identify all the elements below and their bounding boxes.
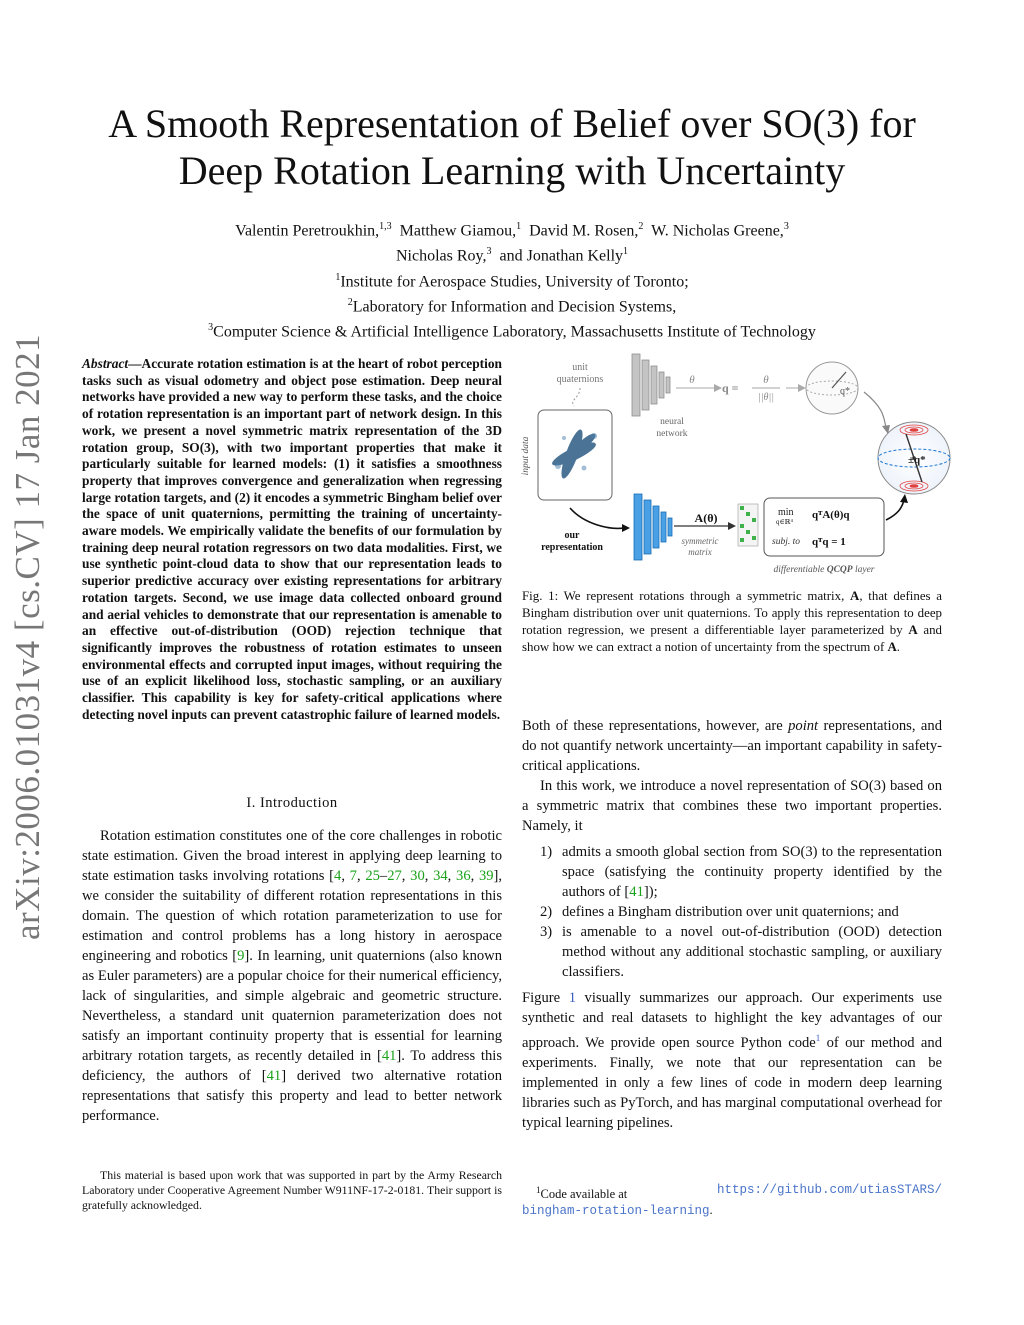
dashed-arrow	[573, 388, 580, 406]
text-run: Both of these representations, however, are	[522, 718, 789, 734]
footnote-text: This material is based upon work that was supported in part by the Army Research Laboratory under Cooperative Agreement Number W911NF-17-2-0181. Their support is gratefully acknowledged.	[82, 1168, 502, 1212]
unit-sphere-top-icon	[806, 362, 858, 414]
affiliation-sup: 3	[208, 322, 214, 334]
affiliation-2	[100, 292, 924, 317]
caption-symbol: A	[850, 589, 860, 603]
author-line-1	[100, 216, 924, 241]
emphasis: point	[788, 718, 819, 734]
funding-footnote	[82, 1168, 502, 1213]
q-star-label: q*	[840, 386, 850, 397]
caption-symbol: A	[887, 640, 897, 654]
min-subscript: q∈ℝ⁴	[776, 518, 793, 526]
section-heading: I. Introduction	[246, 795, 338, 811]
list-item	[522, 902, 942, 922]
fraction-denominator: ||θ||	[758, 392, 774, 403]
paragraph-summary	[522, 988, 942, 1133]
citation-link[interactable]: 4	[334, 868, 342, 884]
neural-network-label-2: network	[656, 429, 688, 439]
symmetric-matrix-label-2: matrix	[688, 547, 712, 557]
text-run: Figure	[522, 990, 569, 1006]
citation-link[interactable]: 41	[629, 884, 644, 900]
figure-link[interactable]: 1	[568, 990, 576, 1006]
text-run: Rotation estimation constitutes one of the core challenges in robotic state estimation. Given the broad interest in applying deep learning to state estimation tasks involving rotations [	[82, 828, 502, 884]
github-link-cont[interactable]: bingham-rotation-learning	[522, 1204, 710, 1219]
constraint-expression: qᵀq = 1	[812, 536, 846, 548]
neural-network-label: neural	[660, 417, 684, 427]
input-data-label: input data	[521, 436, 531, 476]
citation-link[interactable]: 34	[433, 868, 448, 884]
text-run: representations, and do not quantify network uncertainty—an important capability in safety-critical applications.	[522, 718, 942, 774]
list-text: defines a Bingham distribution over unit quaternions; and	[562, 904, 899, 920]
author-sup: 1	[516, 221, 522, 232]
our-representation-label: our	[564, 530, 580, 541]
qcqp-layer-label: differentiable QCQP layer	[773, 565, 875, 575]
code-footnote	[522, 1182, 942, 1219]
github-link[interactable]: https://github.com/utiasSTARS/	[716, 1183, 942, 1197]
author-sup: 3	[783, 221, 789, 232]
author-sup: 1	[623, 246, 629, 258]
caption-symbol: A	[908, 623, 918, 637]
input-data-image	[538, 410, 612, 500]
paragraph-point-representations	[522, 716, 942, 776]
unit-quaternions-label: unit	[572, 362, 588, 373]
min-operator: min	[778, 507, 794, 518]
figure-caption	[522, 588, 942, 656]
footnote-sup: 1	[536, 1185, 541, 1195]
caption-text: .	[896, 640, 901, 654]
footnote-line-1	[522, 1182, 942, 1202]
arxiv-stamp: arXiv:2006.01031v4 [cs.CV] 17 Jan 2021	[8, 333, 47, 940]
caption-text: Fig. 1: We represent rotations through a symmetric matrix,	[522, 589, 851, 603]
right-column-text	[522, 716, 942, 1133]
top-neural-network-icon	[632, 354, 670, 416]
footnote-line-2	[522, 1202, 942, 1219]
title-line-1: A Smooth Representation of Belief over SO(3) for	[108, 101, 916, 146]
author-name: Nicholas Roy,	[395, 247, 487, 265]
symmetric-matrix-icon	[738, 504, 758, 546]
citation-link[interactable]: 27	[387, 868, 402, 884]
text-run: visually summarizes our approach. Our experiments use synthetic and real datasets to highlight the key advantages of our approach. We provide open source Python code	[522, 990, 942, 1051]
affiliation-3	[100, 317, 924, 342]
text-run: ]. In learning, unit quaternions (also known as Euler parameters) are a popular choice for their numerical efficiency, lack of singularities, and simple algebraic and geometric structure. Nevertheless, a standard unit quaternion parameterization does not satisfy an important continuity property that is essential for learning arbitrary rotation targets, as recently detailed in [	[82, 948, 503, 1064]
footnote-lead	[536, 1182, 627, 1202]
figure-1-diagram	[514, 348, 952, 580]
author-block	[100, 216, 924, 343]
affiliation-1	[100, 267, 924, 292]
affiliation-sup: 1	[335, 271, 341, 283]
affiliation-text: Computer Science & Artificial Intelligence Laboratory, Massachusetts Institute of Technology	[213, 323, 816, 341]
author-name: Valentin Peretroukhin,	[235, 222, 380, 240]
author-name: Matthew Giamou,	[399, 222, 517, 240]
list-item	[522, 842, 942, 902]
bingham-sphere-icon	[878, 422, 950, 494]
list-item	[522, 922, 942, 982]
text-run: ] derived two alternative rotation representations that satisfy this property and lead to better network performance.	[82, 1068, 503, 1124]
author-sup: 2	[638, 221, 644, 232]
abstract	[82, 356, 502, 723]
intro-paragraph	[82, 826, 502, 1126]
caption-text: and show how we can extract a notion of uncertainty from the spectrum of	[522, 623, 942, 654]
author-name: W. Nicholas Greene,	[651, 222, 784, 240]
symmetric-matrix-label: symmetric	[681, 536, 719, 546]
list-number: 1)	[540, 844, 553, 860]
A-theta-label: A(θ)	[694, 511, 718, 525]
text-run: ]. To address this deficiency, the authors of [	[82, 1048, 503, 1084]
bottom-neural-network-icon	[634, 494, 672, 560]
citation-link[interactable]: 36	[456, 868, 471, 884]
affiliation-sup: 2	[347, 296, 353, 308]
author-name: and Jonathan Kelly	[499, 247, 624, 265]
citation-link[interactable]: 9	[237, 948, 245, 964]
text-run: of our method and experiments. Finally, we note that our representation can be implemented in only a few lines of code in modern deep learning libraries such as PyTorch, and has marginal computational overhead for typical learning pipelines.	[522, 1034, 942, 1131]
affiliation-text: Institute for Aerospace Studies, University of Toronto;	[340, 272, 689, 290]
abstract-label: Abstract	[82, 356, 129, 371]
footnote-link[interactable]: 1	[815, 1033, 821, 1043]
plus-minus-q-star: ±q*	[908, 454, 926, 466]
list-text: admits a smooth global section from SO(3) to the representation space (satisfying the continuity property identified by the authors of [	[562, 844, 942, 900]
fraction-numerator: θ	[763, 374, 769, 386]
our-representation-label-2: representation	[541, 542, 603, 553]
theta-label: θ	[689, 374, 695, 386]
author-sup: 3	[486, 246, 492, 258]
unit-quaternions-label-2: quaternions	[556, 374, 604, 385]
list-text: ]);	[643, 884, 658, 900]
qcqp-layer-box	[764, 498, 884, 556]
subject-to-label: subj. to	[772, 537, 800, 547]
objective-expression: qᵀA(θ)q	[812, 509, 850, 521]
text-run: ], we consider the suitability of different rotation representations in this domain. The question of which rotation parameterization to use for estimation and control problems has a long history in aerospace engineering and robotics [	[82, 868, 503, 964]
paper-title	[60, 100, 964, 194]
q-equals-label: q =	[722, 381, 739, 395]
list-number: 2)	[540, 904, 553, 920]
footnote-end: .	[709, 1203, 713, 1218]
intro-text: Rotation estimation constitutes one of the core challenges in robotic state estimation. Given the broad interest in applying deep learning to state estimation tasks involving rotations [4, 7, 25–27, 30, 34, 36, 39], we consider the suitability of different rotation representations in this domain. The question of which rotation parameterization to use for estimation and control problems has a long history in aerospace engineering and robotics [9]. In learning, unit quaternions (also known as Euler parameters) are a popular choice for their numerical efficiency, lack of singularities, and simple algebraic and geometric structure. Nevertheless, a standard unit quaternion parameterization does not satisfy an important continuity property that is essential for learning arbitrary rotation targets, as recently detailed in [41]. To address this deficiency, the authors of [41] derived two alternative rotation representations that satisfy this property and lead to better network performance.	[82, 828, 503, 1124]
author-line-2	[100, 241, 924, 266]
property-list	[522, 842, 942, 982]
citation-link[interactable]: 41	[266, 1068, 282, 1084]
citation-link[interactable]: 30	[410, 868, 425, 884]
author-sup: 1,3	[379, 221, 392, 232]
affiliation-text: Laboratory for Information and Decision Systems,	[352, 298, 677, 316]
list-number: 3)	[540, 924, 553, 940]
footnote-text: Code available at	[540, 1187, 628, 1202]
title-line-2: Deep Rotation Learning with Uncertainty	[178, 148, 846, 193]
citation-link[interactable]: 25	[365, 868, 380, 884]
author-name: David M. Rosen,	[529, 222, 639, 240]
citation-link[interactable]: 41	[381, 1048, 397, 1064]
paragraph-novel-representation: In this work, we introduce a novel representation of SO(3) based on a symmetric matrix that combines these two important properties. Namely, it	[522, 778, 942, 834]
citation-link[interactable]: 7	[349, 868, 357, 884]
list-text: is amenable to a novel out-of-distribution (OOD) detection method without any additional stochastic sampling, or auxiliary classifiers.	[562, 924, 942, 980]
citation-link[interactable]: 39	[478, 868, 494, 884]
abstract-body: —Accurate rotation estimation is at the heart of robot perception tasks such as visual odometry and object pose estimation. Deep neural networks have provided a new way to perform these tasks, and the choice of rotation representation is an important part of network design. In this work, we present a novel symmetric matrix representation of the 3D rotation group, SO(3), with two important properties that make it particularly suitable for learned models: (1) it satisfies a smoothness property that improves convergence and generalization when regressing large rotation targets, and (2) it encodes a symmetric Bingham belief over the space of unit quaternions, permitting the training of uncertainty-aware models. We empirically validate the benefits of our formulation by training deep neural rotation regressors on two data modalities. First, we use synthetic point-cloud data to show that our representation leads to superior predictive accuracy over existing representations for arbitrary rotation targets. Second, we use image data collected onboard ground and aerial vehicles to demonstrate that our representation is amenable to an effective out-of-distribution (OOD) rejection technique that significantly improves the robustness of rotation estimates to unseen environmental effects and corrupted input images, without requiring the use of an explicit likelihood loss, stochastic sampling, or an auxiliary classifier. This capability is key for safety-critical applications where detecting novel inputs can prevent catastrophic failure of learned models.	[82, 356, 502, 722]
caption-text: , that defines a Bingham distribution over unit quaternions. To apply this representation to deep rotation regression, we present a differentiable layer parameterized by	[522, 589, 943, 637]
